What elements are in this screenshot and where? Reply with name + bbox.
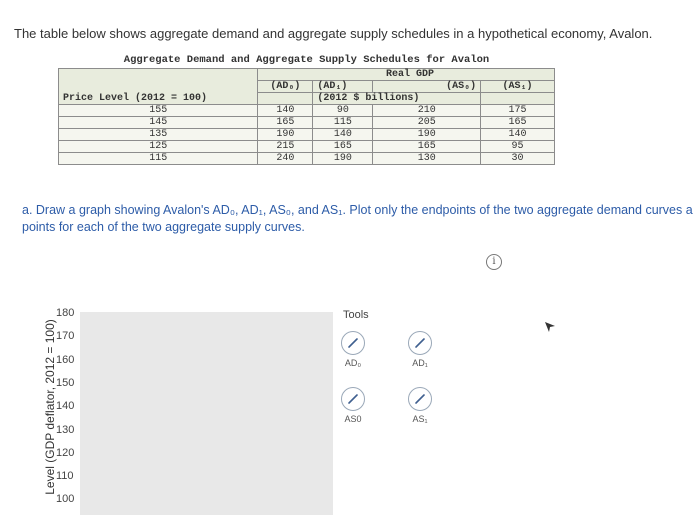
as0-cell: 130 — [373, 153, 481, 165]
y-tick-label: 170 — [56, 330, 75, 343]
line-tool-icon — [341, 387, 365, 411]
intro-text: The table below shows aggregate demand and aggregate supply schedules in a hypothetical economy, Avalon. — [14, 26, 653, 41]
y-tick-label: 130 — [56, 423, 75, 436]
y-tick-label: 160 — [56, 353, 75, 366]
y-tick-label: 100 — [56, 493, 75, 506]
table-row — [59, 129, 555, 141]
question-text — [22, 202, 693, 236]
tool-ad1-button[interactable] — [400, 331, 440, 368]
as0-cell: 165 — [373, 141, 481, 153]
as1-cell: 95 — [481, 141, 555, 153]
table-title: Aggregate Demand and Aggregate Supply Schedules for Avalon — [123, 54, 490, 66]
tool-label: AD₁ — [412, 358, 428, 368]
y-tick-label: 140 — [56, 400, 75, 413]
info-icon[interactable]: i — [486, 254, 502, 270]
tool-label: AS₁ — [412, 414, 428, 424]
table-row — [59, 153, 555, 165]
cursor-arrow-icon — [544, 321, 556, 333]
y-tick-label: 150 — [56, 376, 75, 389]
line-tool-icon — [408, 387, 432, 411]
price-cell: 135 — [59, 129, 258, 141]
ad1-cell: 115 — [313, 117, 373, 129]
table-row — [59, 117, 555, 129]
ad0-cell: 140 — [258, 105, 313, 117]
as1-cell: 165 — [481, 117, 555, 129]
ad0-cell: 165 — [258, 117, 313, 129]
as1-cell: 140 — [481, 129, 555, 141]
ad0-cell: 190 — [258, 129, 313, 141]
ad1-cell: 190 — [313, 153, 373, 165]
price-cell: 145 — [59, 117, 258, 129]
tool-label: AD₀ — [344, 358, 362, 368]
line-tool-icon — [341, 331, 365, 355]
ad1-header: (AD₁) — [313, 81, 373, 93]
as0-header: (AS₀) — [373, 81, 481, 93]
line-tool-icon — [408, 331, 432, 355]
schedule-table — [58, 54, 555, 189]
tool-as0-button[interactable] — [333, 387, 373, 424]
tools-title: Tools — [343, 309, 369, 321]
tool-as1-button[interactable] — [400, 387, 440, 424]
price-cell: 115 — [59, 153, 258, 165]
ad1-cell: 90 — [313, 105, 373, 117]
ad0-cell: 215 — [258, 141, 313, 153]
price-level-header: Price Level (2012 = 100) — [59, 93, 258, 105]
unit-header: (2012 $ billions) — [313, 93, 481, 105]
table-row — [59, 141, 555, 153]
as0-cell: 210 — [373, 105, 481, 117]
as1-cell: 175 — [481, 105, 555, 117]
as0-cell: 190 — [373, 129, 481, 141]
schedule-grid — [58, 68, 555, 165]
graph-plot-area[interactable] — [80, 312, 333, 515]
y-tick-label: 120 — [56, 446, 75, 459]
as0-cell: 205 — [373, 117, 481, 129]
real-gdp-header: Real GDP — [258, 69, 555, 81]
ad0-header: (AD₀) — [258, 81, 313, 93]
ad1-cell: 140 — [313, 129, 373, 141]
y-axis-label: Level (GDP deflator, 2012 = 100) — [43, 319, 57, 495]
y-tick-label: 110 — [56, 470, 74, 483]
price-cell: 155 — [59, 105, 258, 117]
question-line-2: points for each of the two aggregate supply curves. — [22, 220, 305, 234]
tool-label: AS0 — [344, 414, 362, 424]
ad0-cell: 240 — [258, 153, 313, 165]
tool-ad0-button[interactable] — [333, 331, 373, 368]
as1-header: (AS₁) — [481, 81, 555, 93]
table-row — [59, 105, 555, 117]
price-cell: 125 — [59, 141, 258, 153]
question-line-1: a. Draw a graph showing Avalon's AD₀, AD₁, AS₀, and AS₁. Plot only the endpoints of the two aggregate demand curves a — [22, 203, 693, 217]
ad1-cell: 165 — [313, 141, 373, 153]
as1-cell: 30 — [481, 153, 555, 165]
y-tick-label: 180 — [56, 307, 75, 319]
